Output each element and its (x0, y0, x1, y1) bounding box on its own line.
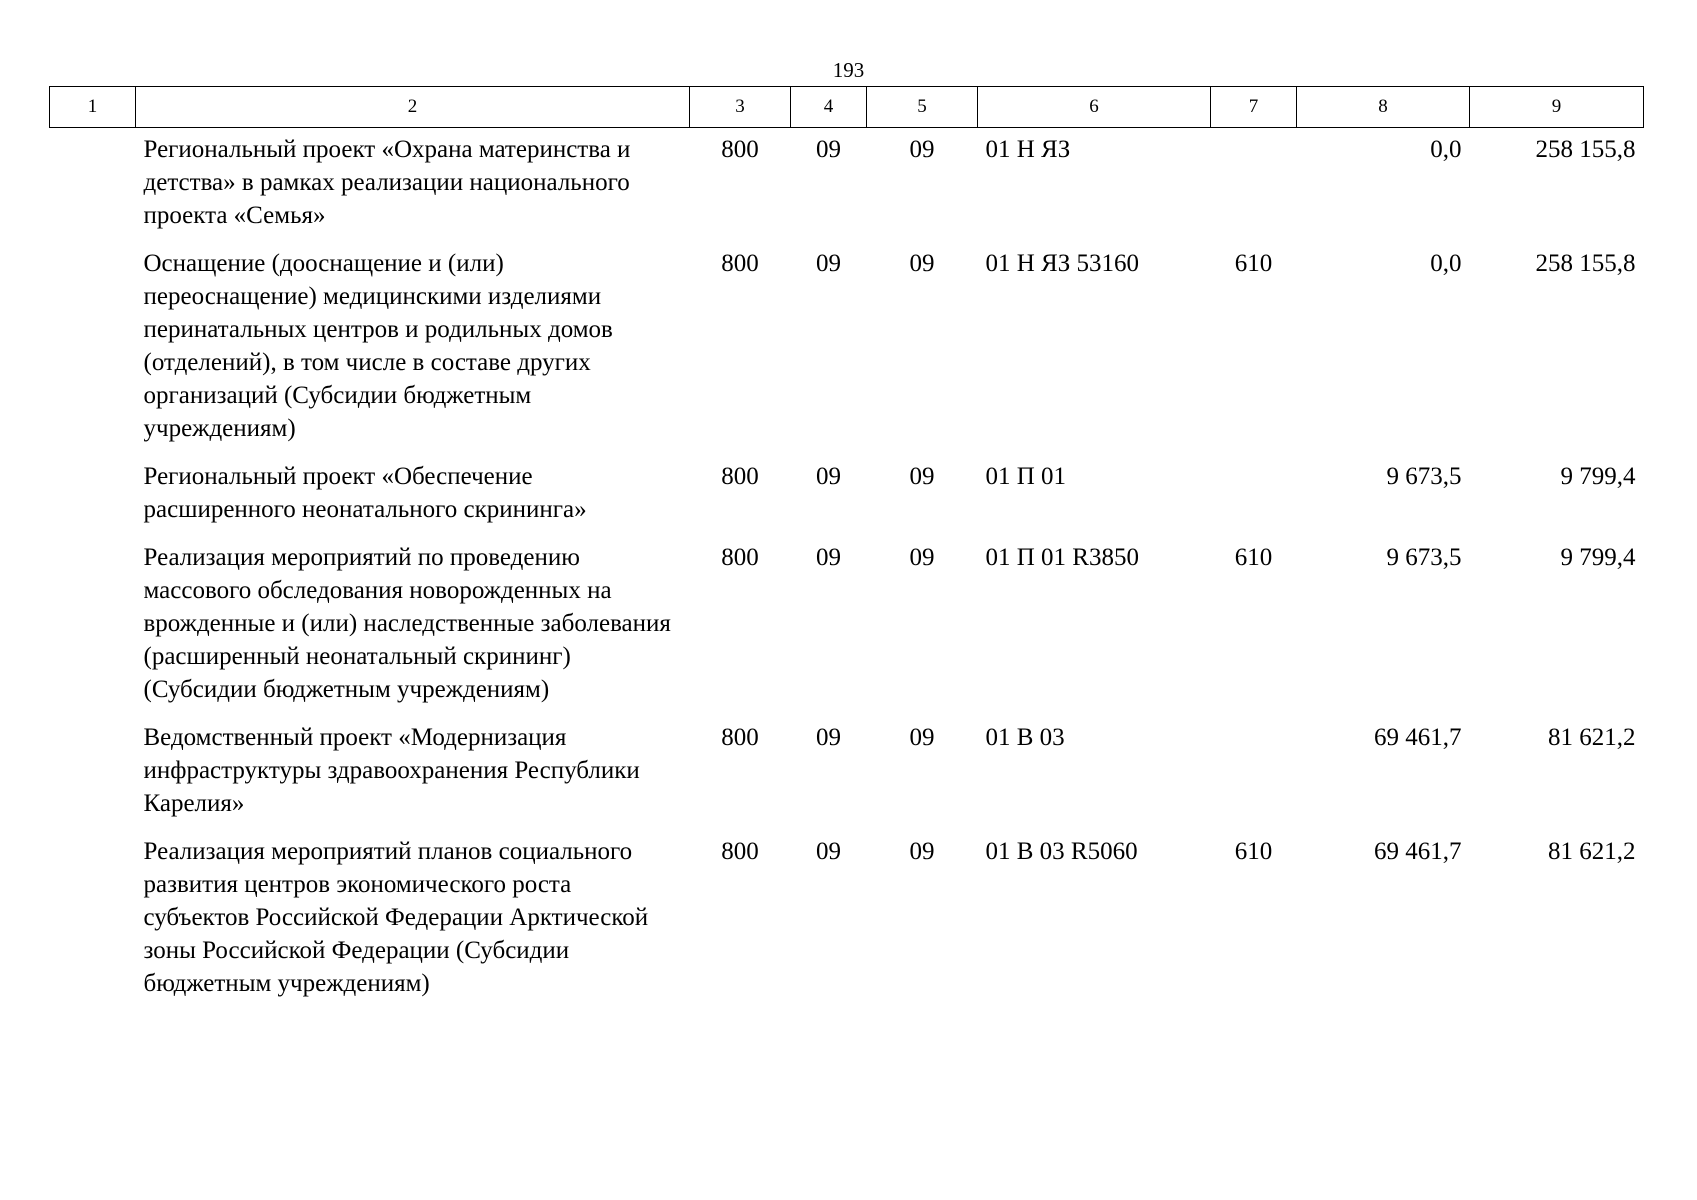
header-cell-2: 2 (136, 87, 690, 128)
row-amount-year-1: 69 461,7 (1374, 724, 1462, 751)
row-ministry-code: 800 (721, 838, 759, 865)
row-amount-year-1: 9 673,5 (1386, 544, 1462, 571)
header-cell-8: 8 (1297, 87, 1470, 128)
row-number (50, 455, 136, 536)
row-section: 09 (816, 463, 841, 490)
row-target-article: 01 Н ЯЗ 53160 (985, 250, 1140, 277)
row-expense-type: 610 (1234, 544, 1273, 571)
header-cell-7: 7 (1211, 87, 1297, 128)
row-section: 09 (816, 544, 841, 571)
row-amount-year-2: 9 799,4 (1560, 463, 1636, 490)
row-section: 09 (816, 250, 841, 277)
row-target-article: 01 П 01 R3850 (985, 544, 1139, 571)
row-expense-type (1211, 716, 1297, 830)
row-name: Оснащение (дооснащение и (или) переоснащение) медицинскими изделиями перинатальных центров и родильных домов (отделений), в том числе в составе других организаций (Субсидии бюджетным учреждениям) (143, 250, 613, 442)
row-amount-year-1: 0,0 (1430, 136, 1462, 163)
row-name: Ведомственный проект «Модернизация инфраструктуры здравоохранения Республики Карелия» (143, 724, 640, 817)
row-number (50, 716, 136, 830)
header-row (50, 87, 1644, 128)
row-number (50, 830, 136, 1010)
row-expense-type: 610 (1234, 250, 1273, 277)
table-row (50, 830, 1644, 1010)
row-section: 09 (816, 724, 841, 751)
table-row (50, 242, 1644, 455)
row-amount-year-2: 81 621,2 (1548, 838, 1636, 865)
row-ministry-code: 800 (721, 724, 759, 751)
row-subsection: 09 (909, 136, 935, 163)
row-name: Региональный проект «Охрана материнства и детства» в рамках реализации национального проекта «Семья» (143, 136, 631, 229)
row-ministry-code: 800 (721, 136, 759, 163)
table-row (50, 536, 1644, 716)
row-number (50, 536, 136, 716)
row-target-article: 01 П 01 (985, 463, 1067, 490)
row-name: Реализация мероприятий по проведению массового обследования новорожденных на врожденные и (или) наследственные заболевания (расширенный неонатальный скрининг) (Субсидии бюджетным учреждениям) (143, 544, 671, 703)
row-amount-year-2: 81 621,2 (1548, 724, 1636, 751)
row-name: Региональный проект «Обеспечение расширенного неонатального скрининга» (143, 463, 587, 523)
row-number (50, 128, 136, 243)
row-target-article: 01 Н ЯЗ (985, 136, 1071, 163)
header-cell-6: 6 (978, 87, 1211, 128)
page-number: 193 (832, 58, 865, 82)
row-number (50, 242, 136, 455)
row-ministry-code: 800 (721, 544, 759, 571)
row-name: Реализация мероприятий планов социального развития центров экономического роста субъектов Российской Федерации Арктической зоны Российской Федерации (Субсидии бюджетным учреждениям) (143, 838, 649, 997)
row-ministry-code: 800 (721, 250, 759, 277)
row-expense-type (1211, 128, 1297, 243)
row-amount-year-1: 9 673,5 (1386, 463, 1462, 490)
row-subsection: 09 (909, 724, 935, 751)
header-cell-3: 3 (690, 87, 791, 128)
table-row (50, 716, 1644, 830)
row-amount-year-1: 69 461,7 (1374, 838, 1462, 865)
header-cell-9: 9 (1470, 87, 1644, 128)
row-target-article: 01 В 03 (985, 724, 1065, 751)
header-cell-5: 5 (867, 87, 978, 128)
table-row (50, 128, 1644, 243)
row-subsection: 09 (909, 544, 935, 571)
row-amount-year-2: 9 799,4 (1560, 544, 1636, 571)
row-subsection: 09 (909, 463, 935, 490)
row-amount-year-2: 258 155,8 (1535, 136, 1636, 163)
budget-table (49, 86, 1644, 1010)
row-amount-year-1: 0,0 (1430, 250, 1462, 277)
row-expense-type: 610 (1234, 838, 1273, 865)
row-target-article: 01 В 03 R5060 (985, 838, 1138, 865)
table-row (50, 455, 1644, 536)
row-subsection: 09 (909, 838, 935, 865)
row-section: 09 (816, 136, 841, 163)
row-subsection: 09 (909, 250, 935, 277)
row-expense-type (1211, 455, 1297, 536)
row-ministry-code: 800 (721, 463, 759, 490)
row-section: 09 (816, 838, 841, 865)
row-amount-year-2: 258 155,8 (1535, 250, 1636, 277)
header-cell-1: 1 (50, 87, 136, 128)
header-cell-4: 4 (791, 87, 867, 128)
